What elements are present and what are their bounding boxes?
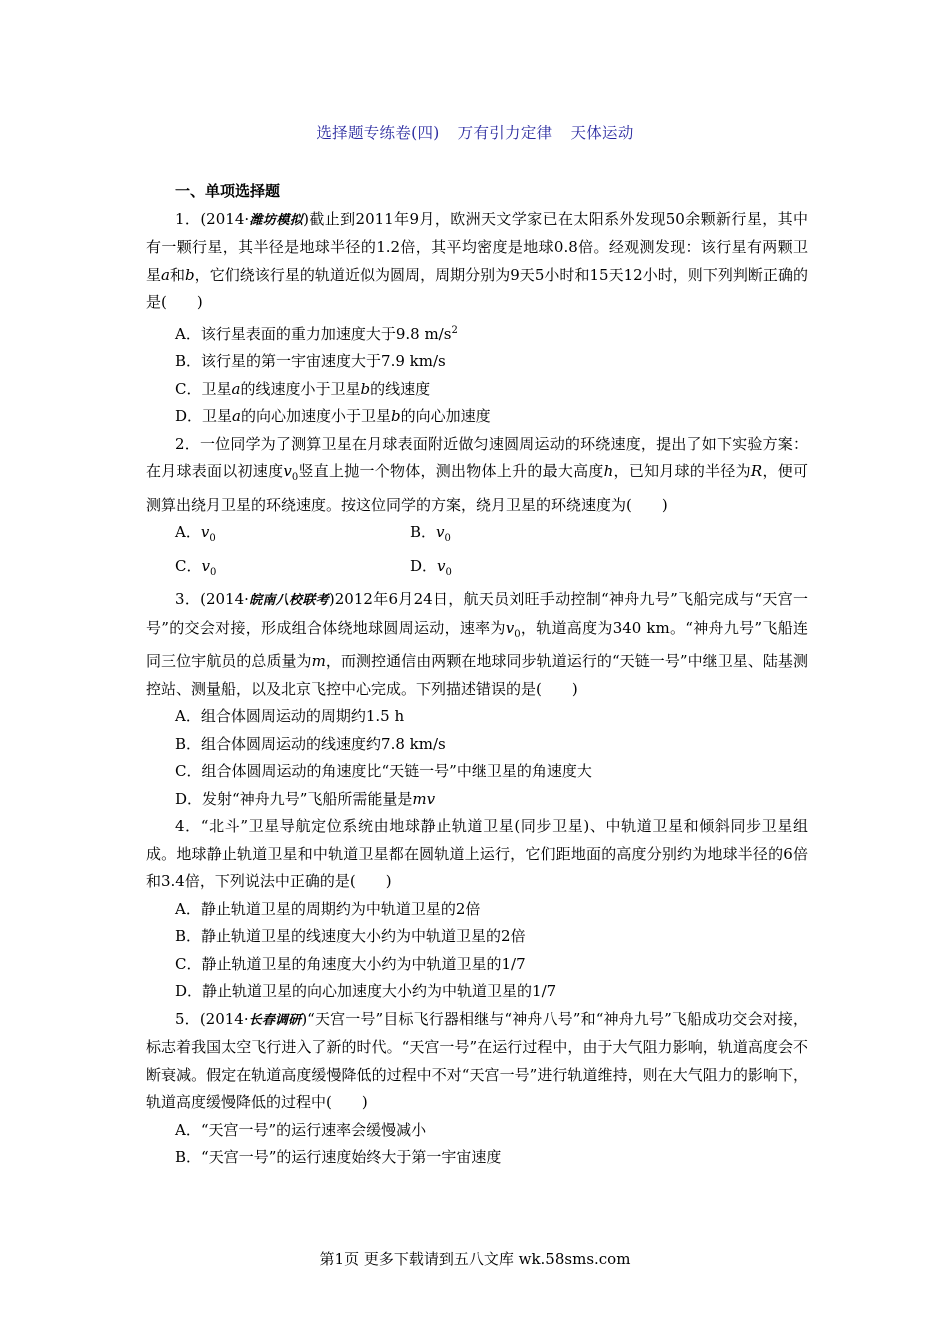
q2-options-row-2 — [146, 553, 808, 587]
question-3: 3．(2014·皖南八校联考)2012年6月24日，航天员刘旺手动控制“神舟九号”飞船完成与“天宫一号”的交会对接，形成组合体绕地球圆周运动，速率为$v_0$，轨道高度为340 km。“神舟九号”飞船连同三位宇航员的总质量为m，而测控通信由两颗在地球同步轨道运行的“天链一号”中继卫星、陆基测控站、测量船，以及北京飞控中心完成。下列描述错误的是( ) — [146, 590, 808, 698]
question-source: 皖南八校联考 — [248, 593, 329, 608]
q1-option-a: A．该行星表面的重力加速度大于9.8 $m/s^2$ — [175, 324, 458, 343]
question-2: 2．一位同学为了测算卫星在月球表面附近做匀速圆周运动的环绕速度，提出了如下实验方案：在月球表面以初速度$v_0$竖直上抛一个物体，测出物体上升的最大高度h，已知月球的半径为R，便可测算出绕月卫星的环绕速度。按这位同学的方案，绕月卫星的环绕速度为( ) — [146, 434, 808, 514]
question-content — [146, 178, 808, 1172]
q1-option-d: D．卫星a的向心加速度小于卫星b的向心加速度 — [175, 407, 491, 425]
q2-option-b: B．$v_0$ — [410, 523, 451, 544]
q1-option-c: C．卫星a的线速度小于卫星b的线速度 — [175, 379, 431, 398]
q2-options-row-1 — [146, 519, 808, 553]
q1-option-b: B．该行星的第一宇宙速度大于7.9 km/s — [175, 352, 446, 370]
q4-option-c: C．静止轨道卫星的角速度大小约为中轨道卫星的1/7 — [175, 954, 526, 973]
page-footer: 第1页 更多下载请到五八文库 wk.58sms.com — [319, 1250, 631, 1268]
q2-option-c: C．$v_0$ — [175, 556, 217, 578]
question-4: 4．“北斗”卫星导航定位系统由地球静止轨道卫星(同步卫星)、中轨道卫星和倾斜同步卫星组成。地球静止轨道卫星和中轨道卫星都在圆轨道上运行，它们距地面的高度分别约为地球半径的6倍和3.4倍，下列说法中正确的是( ) — [146, 817, 808, 890]
question-source: 潍坊模拟 — [249, 212, 304, 228]
q4-option-a: A．静止轨道卫星的周期约为中轨道卫星的2倍 — [175, 899, 481, 918]
q5-option-b: B．“天宫一号”的运行速度始终大于第一宇宙速度 — [175, 1148, 502, 1166]
q5-option-a: A．“天宫一号”的运行速率会缓慢减小 — [175, 1120, 427, 1139]
q2-option-a: A．$v_0$ — [175, 523, 216, 544]
q3-option-c: C．组合体圆周运动的角速度比“天链一号”中继卫星的角速度大 — [175, 762, 592, 780]
q4-option-b: B．静止轨道卫星的线速度大小约为中轨道卫星的2倍 — [175, 927, 526, 945]
page-title — [0, 121, 950, 143]
q3-option-a: A．组合体圆周运动的周期约1.5 h — [175, 707, 405, 725]
title-part-3: 天体运动 — [570, 124, 634, 142]
title-part-2: 万有引力定律 — [457, 124, 553, 142]
q4-option-d: D．静止轨道卫星的向心加速度大小约为中轨道卫星的1/7 — [175, 982, 557, 1000]
title-part-1: 选择题专练卷(四) — [316, 124, 440, 142]
question-5: 5．(2014·长春调研)“天宫一号”目标飞行器相继与“神舟八号”和“神舟九号”飞船成功交会对接，标志着我国太空飞行进入了新的时代。“天宫一号”在运行过程中，由于大气阻力影响，轨道高度会不断衰减。假定在轨道高度缓慢降低的过程中不对“天宫一号”进行轨道维持，则在大气阻力的影响下，轨道高度缓慢降低的过程中( ) — [146, 1009, 808, 1111]
question-1: 1．(2014·潍坊模拟)截止到2011年9月，欧洲天文学家已在太阳系外发现50余颗新行星，其中有一颗行星，其半径是地球半径的1.2倍，其平均密度是地球0.8倍。经观测发现：该行星有两颗卫星a和b，它们绕该行星的轨道近似为圆周，周期分别为9天5小时和15天12小时，则下列判断正确的是( ) — [146, 209, 808, 311]
question-source: 长春调研 — [248, 1012, 302, 1028]
section-heading: 一、单项选择题 — [175, 182, 281, 200]
q3-option-d: D．发射“神舟九号”飞船所需能量是mv — [175, 789, 436, 808]
q3-option-b: B．组合体圆周运动的线速度约7.8 km/s — [175, 734, 446, 753]
q2-option-d: D．$v_0$ — [410, 556, 452, 578]
